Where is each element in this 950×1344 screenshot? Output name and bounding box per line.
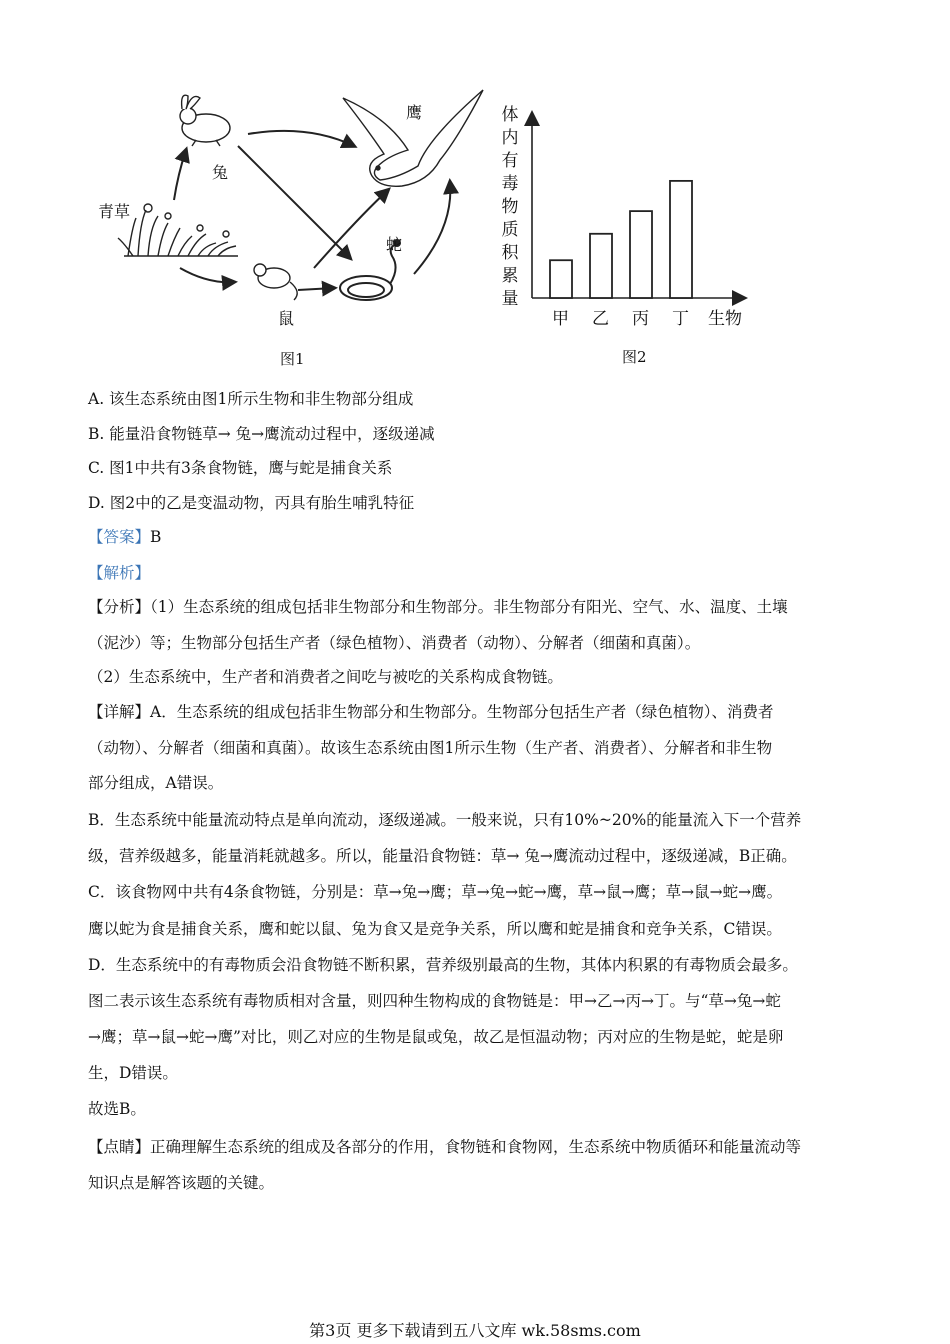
arrow-grass-mouse — [180, 268, 234, 282]
rabbit-drawing — [180, 95, 230, 146]
arrow-mouse-snake — [298, 288, 334, 290]
food-web-arrows — [174, 131, 450, 290]
explanation-line: 鹰以蛇为食是捕食关系，鹰和蛇以鼠、兔为食又是竞争关系，所以鹰和蛇是捕食和竞争关系，C错误。 — [88, 920, 782, 938]
bar-0 — [550, 260, 572, 298]
figure2-caption: 图2 — [622, 348, 647, 366]
option-a: A. 该生态系统由图1所示生物和非生物部分组成 — [88, 390, 414, 408]
analysis-tag: 【解析】 — [88, 564, 151, 582]
option-b: B. 能量沿食物链草→ 兔→鹰流动过程中，逐级递减 — [88, 425, 435, 443]
x-tick-label: 丙 — [632, 309, 649, 329]
bars-group — [550, 181, 692, 298]
arrow-rabbit-eagle — [248, 131, 354, 146]
answer-line — [88, 526, 863, 548]
bar-2 — [630, 211, 652, 298]
page-footer: 第3页 更多下载请到五八文库 wk.58sms.com — [309, 1321, 641, 1340]
explanation-line: C．该食物网中共有4条食物链，分别是：草→兔→鹰；草→兔→蛇→鹰，草→鼠→鹰；草→鼠→蛇→鹰。 — [88, 883, 783, 901]
bar-1 — [590, 234, 612, 298]
arrow-mouse-eagle — [314, 190, 388, 268]
arrow-rabbit-snake — [238, 146, 350, 258]
explanation-line: （2）生态系统中，生产者和消费者之间吃与被吃的关系构成食物链。 — [88, 668, 563, 686]
option-d: D. 图2中的乙是变温动物，丙具有胎生哺乳特征 — [88, 494, 415, 512]
label-grass: 青草 — [98, 202, 131, 221]
label-eagle: 鹰 — [406, 103, 423, 122]
explanation-line: D．生态系统中的有毒物质会沿食物链不断积累，营养级别最高的生物，其体内积累的有毒物质会最多。 — [88, 956, 798, 974]
label-mouse: 鼠 — [278, 309, 295, 328]
explanation-line: （动物）、分解者（细菌和真菌）。故该生态系统由图1所示生物（生产者、消费者）、分解者和非生物 — [88, 739, 773, 757]
arrow-grass-rabbit — [174, 150, 186, 200]
y-axis-label: 体内有毒物质积累量 — [501, 105, 519, 309]
explanation-line: 生，D错误。 — [88, 1064, 178, 1082]
food-web-figure — [88, 78, 488, 368]
mouse-drawing — [254, 264, 297, 300]
bar-3 — [670, 181, 692, 298]
explanation-line: →鹰；草→鼠→蛇→鹰”对比，则乙对应的生物是鼠或兔，故乙是恒温动物；丙对应的生物是蛇，蛇是卵 — [88, 1028, 784, 1046]
explanation-line: B．生态系统中能量流动特点是单向流动，逐级递减。一般来说，只有10%~20%的能量流入下一个营养 — [88, 811, 802, 829]
x-tick-label: 乙 — [592, 309, 609, 329]
answer-tag: 【答案】 — [88, 528, 151, 546]
explanation-line: （泥沙）等；生物部分包括生产者（绿色植物）、消费者（动物）、分解者（细菌和真菌）。 — [88, 634, 701, 652]
x-axis-label: 生物 — [708, 309, 742, 329]
label-snake: 蛇 — [386, 235, 403, 254]
label-rabbit: 兔 — [212, 163, 229, 182]
explanation-line: 知识点是解答该题的关键。 — [88, 1174, 275, 1192]
explanation-line: 图二表示该生态系统有毒物质相对含量，则四种生物构成的食物链是：甲→乙→丙→丁。与“草→兔→蛇 — [88, 992, 781, 1010]
toxin-bar-chart — [496, 78, 758, 368]
x-tick-label: 甲 — [552, 309, 569, 329]
explanation-line: 【详解】A．生态系统的组成包括非生物部分和生物部分。生物部分包括生产者（绿色植物）、消费者 — [88, 703, 774, 721]
option-c: C. 图1中共有3条食物链，鹰与蛇是捕食关系 — [88, 459, 393, 477]
x-tick-label: 丁 — [672, 309, 689, 329]
arrow-snake-eagle — [414, 182, 450, 274]
explanation-line: 级，营养级越多，能量消耗就越多。所以，能量沿食物链：草→ 兔→鹰流动过程中，逐级递减，B正确。 — [88, 847, 797, 865]
explanation-line: 故选B。 — [88, 1100, 146, 1118]
answer-value: B — [150, 528, 162, 546]
explanation-line: 部分组成，A错误。 — [88, 774, 224, 792]
figure1-caption: 图1 — [280, 350, 305, 368]
explanation-line: 【分析】（1）生态系统的组成包括非生物部分和生物部分。非生物部分有阳光、空气、水、温度、土壤 — [88, 598, 788, 616]
grass-drawing — [118, 204, 238, 256]
explanation-line: 【点睛】正确理解生态系统的组成及各部分的作用，食物链和食物网，生态系统中物质循环和能量流动等 — [88, 1138, 802, 1156]
